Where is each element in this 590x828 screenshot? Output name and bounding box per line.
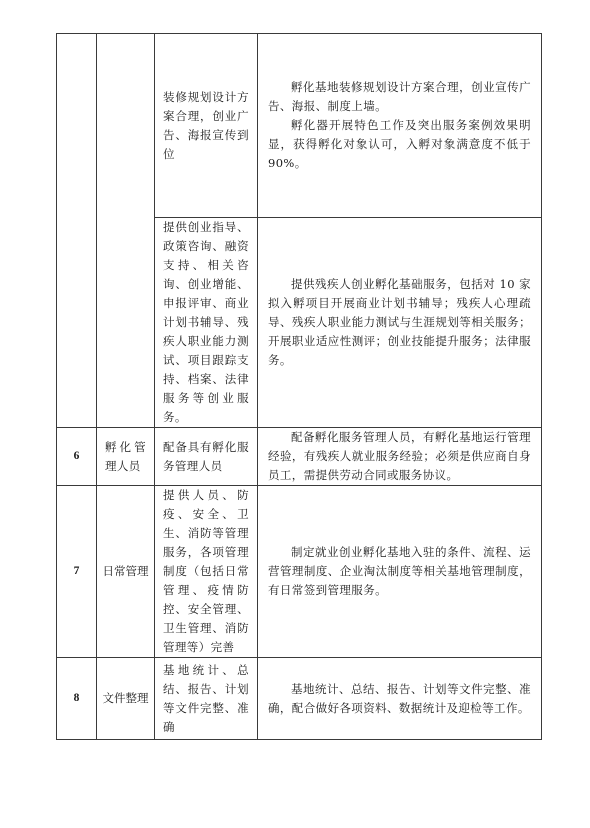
standard-cell: 基地统计、总结、报告、计划等文件完整、准确 [155,658,258,740]
standard-cell: 装修规划设计方案合理，创业广告、海报宣传到位 [155,34,258,218]
table-row [57,486,542,658]
service-standards-table [56,33,542,740]
standard-cell: 提供人员、防疫、安全、卫生、消防等管理服务，各项管理制度（包括日常管理、疫情防控、安全管理、卫生管理、消防管理等）完善 [155,486,258,658]
description-cell [258,34,542,218]
row-number-cell: 6 [57,428,97,486]
item-name-cell [97,34,155,428]
description-cell [258,486,542,658]
row-number-cell [57,34,97,428]
description-paragraph: 提供残疾人创业孵化基础服务，包括对 10 家拟入孵项目开展商业计划书辅导；残疾人心理疏导、残疾人职业能力测试与生涯规划等相关服务；开展职业适应性测评；创业技能提升服务；法律服务。 [268,277,531,367]
description-cell [258,428,542,486]
description-cell [258,218,542,428]
row-number-cell: 7 [57,486,97,658]
description-paragraph: 制定就业创业孵化基地入驻的条件、流程、运营管理制度、企业淘汰制度等相关基地管理制度，有日常签到管理服务。 [268,545,531,597]
item-name-cell: 文件整理 [97,658,155,740]
table-row [57,658,542,740]
description-paragraph: 孵化器开展特色工作及突出服务案例效果明显，获得孵化对象认可，入孵对象满意度不低于 90%。 [268,118,531,170]
description-cell [258,658,542,740]
description-paragraph: 基地统计、总结、报告、计划等文件完整、准确，配合做好各项资料、数据统计及迎检等工作。 [268,681,531,715]
description-paragraph: 孵化基地装修规划设计方案合理，创业宣传广告、海报、制度上墙。 [268,80,531,113]
item-name-cell: 孵化管理人员 [97,428,155,486]
description-paragraph: 配备孵化服务管理人员，有孵化基地运行管理经验，有残疾人就业服务经验；必须是供应商自身员工，需提供劳动合同或服务协议。 [268,430,531,482]
standard-cell: 提供创业指导、政策咨询、融资支持、相关咨询、创业增能、申报评审、商业计划书辅导、残疾人职业能力测试、项目跟踪支持、档案、法律服务等创业服务。 [155,218,258,428]
standard-cell: 配备具有孵化服务管理人员 [155,428,258,486]
row-number-cell: 8 [57,658,97,740]
table-row [57,34,542,218]
item-name-cell: 日常管理 [97,486,155,658]
table-row [57,428,542,486]
